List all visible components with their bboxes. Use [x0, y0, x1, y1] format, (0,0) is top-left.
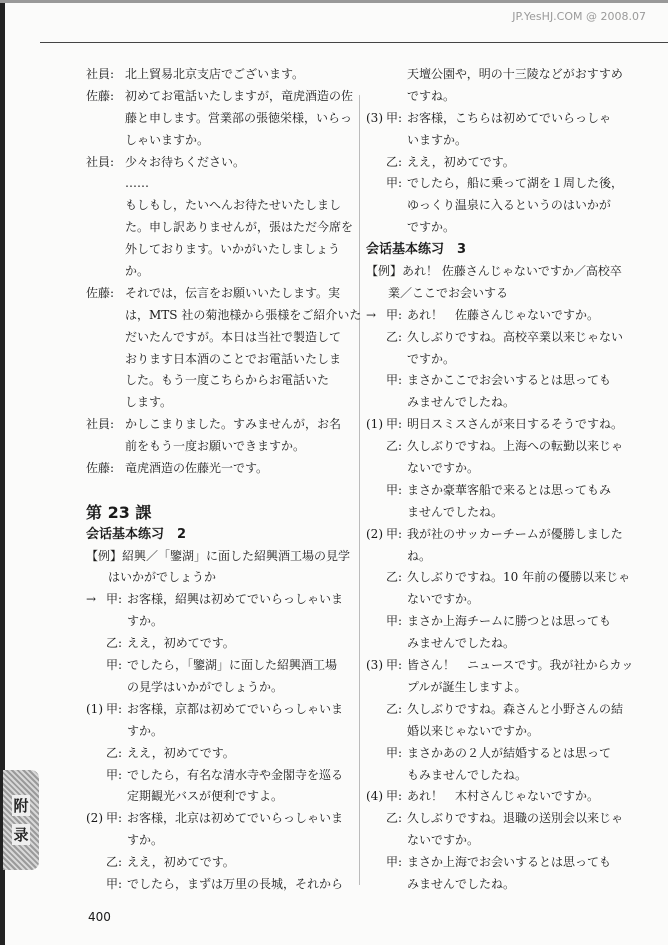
text-line — [86, 743, 356, 765]
line-text: は，MTS 社の菊池様から張様をご紹介いた — [125, 307, 362, 322]
text-line — [86, 502, 356, 524]
speaker-label: 甲: — [386, 110, 403, 125]
line-text: 前をもう一度お願いできますか。 — [125, 439, 306, 454]
line-text: ませんでしたね。 — [407, 504, 504, 519]
item-marker — [366, 567, 386, 589]
line-text: すか。 — [127, 614, 164, 629]
item-marker: (4) — [366, 789, 383, 804]
line-text: 久しぶりですね。高校卒業以来じゃない — [407, 329, 624, 344]
line-text: ゆっくり温泉に入るというのはいかが — [407, 198, 611, 213]
text-line — [366, 589, 662, 611]
text-line — [366, 108, 662, 130]
line-text: まさか上海でお会いするとは思っても — [407, 855, 612, 870]
text-line — [366, 152, 662, 174]
header-rule — [40, 42, 668, 43]
blank-line — [86, 480, 356, 502]
line-text: ええ，初めてです。 — [127, 636, 235, 651]
speaker-label: 甲: — [106, 767, 123, 782]
line-text: あれ！ 木村さんじゃないですか。 — [407, 789, 600, 804]
line-text: すか。 — [127, 723, 164, 738]
text-line — [366, 414, 662, 436]
text-line — [86, 852, 356, 874]
item-marker — [366, 808, 386, 830]
line-text: 久しぶりですね。上海への転勤以来じゃ — [407, 439, 624, 454]
item-marker — [86, 765, 106, 787]
speaker-label: 甲: — [386, 526, 403, 541]
line-text: あれ！ 佐藤さんじゃないですか。 — [407, 307, 600, 322]
item-marker: (3) — [366, 110, 383, 125]
lesson-title: 第 23 課 — [86, 502, 152, 522]
text-line — [366, 633, 662, 655]
text-line — [86, 217, 356, 239]
speaker-label: 甲: — [386, 789, 403, 804]
side-tab-char: 录 — [13, 826, 29, 844]
text-line — [86, 392, 356, 414]
line-text: まさかあの２人が結婚するとは思って — [407, 745, 612, 760]
text-line — [366, 239, 662, 261]
text-line — [86, 108, 356, 130]
text-line — [86, 327, 356, 349]
speaker-label: 佐藤: — [86, 88, 115, 103]
text-line — [86, 677, 356, 699]
line-text: かしこまりました。すみませんが，お名 — [125, 417, 342, 432]
text-line — [86, 173, 356, 195]
line-text: 定期観光バスが便利ですよ。 — [127, 789, 284, 804]
line-text: 竜虎酒造の佐藤光一です。 — [125, 461, 269, 476]
text-line — [86, 808, 356, 830]
line-text: あれ！ 佐藤さんじゃないですか／高校卒 — [402, 264, 622, 279]
speaker-label: 甲: — [106, 811, 123, 826]
line-text: ないですか。 — [407, 461, 480, 476]
speaker-label: 甲: — [386, 417, 403, 432]
line-text: 業／ここでお会いする — [388, 285, 509, 300]
text-line — [366, 64, 662, 86]
line-text: の見学はいかがでしょうか。 — [127, 679, 284, 694]
page-number: 400 — [88, 910, 111, 924]
text-line — [366, 370, 662, 392]
item-marker — [366, 480, 386, 502]
side-tab-char: 附 — [13, 797, 29, 815]
line-text: ないですか。 — [407, 592, 480, 607]
section-heading: 会话基本练习 3 — [366, 242, 467, 258]
item-marker — [366, 370, 386, 392]
item-marker — [86, 633, 106, 655]
line-text: 外しております。いかがいたしましょう — [125, 242, 341, 257]
text-line — [86, 195, 356, 217]
line-text: ですね。 — [407, 88, 456, 103]
line-text: まさかここでお会いするとは思っても — [407, 373, 612, 388]
item-marker — [366, 327, 386, 349]
item-marker — [366, 743, 386, 765]
text-line — [86, 458, 356, 480]
line-text: でしたら，有名な清水寺や金閣寺を巡る — [127, 767, 344, 782]
text-line — [86, 86, 356, 108]
text-line — [366, 524, 662, 546]
item-marker: (2) — [366, 526, 383, 541]
appendix-side-tab — [3, 770, 39, 870]
line-text: お客様，北京は初めてでいらっしゃいま — [127, 811, 344, 826]
item-marker: (1) — [366, 417, 383, 432]
line-text: 我が社のサッカーチームが優勝しました — [407, 526, 623, 541]
text-line — [86, 589, 356, 611]
speaker-label: 乙: — [386, 701, 403, 716]
line-text: 初めてお電話いたしますが，竜虎酒造の佐 — [125, 88, 354, 103]
line-text: まさか豪華客船で来るとは思ってもみ — [407, 482, 612, 497]
text-line — [366, 611, 662, 633]
line-text: プルが誕生しますよ。 — [407, 679, 527, 694]
line-text: まさか上海チームに勝つとは思っても — [407, 614, 612, 629]
text-line — [366, 173, 662, 195]
text-line — [86, 305, 362, 327]
line-text: いますか。 — [407, 132, 468, 147]
line-text: ですか。 — [407, 220, 456, 235]
text-line — [366, 349, 662, 371]
text-line — [366, 546, 662, 568]
text-line — [366, 765, 662, 787]
line-text: でしたら，船に乗って湖を１周した後， — [407, 176, 624, 191]
item-marker — [366, 611, 386, 633]
text-line — [86, 721, 356, 743]
line-text: 明日スミスさんが来日するそうですね。 — [407, 417, 624, 432]
speaker-label: 甲: — [386, 176, 403, 191]
line-text: ね。 — [407, 548, 432, 563]
line-text: みませんでしたね。 — [407, 636, 516, 651]
speaker-label: 乙: — [106, 745, 123, 760]
line-text: …… — [125, 176, 149, 191]
line-text: 久しぶりですね。森さんと小野さんの結 — [407, 701, 624, 716]
line-text: だいたんですが。本日は当社で製造して — [125, 329, 342, 344]
line-text: 藤と申します。営業部の張徳栄様，いらっ — [125, 110, 353, 125]
line-text: 久しぶりですね。退職の送別会以来じゃ — [407, 811, 624, 826]
text-line — [86, 524, 356, 546]
text-line — [366, 699, 662, 721]
text-line — [366, 721, 662, 743]
line-text: もみませんでしたね。 — [407, 767, 528, 782]
section-heading: 会话基本练习 2 — [86, 526, 187, 542]
text-line — [86, 830, 356, 852]
item-marker — [86, 655, 106, 677]
text-line — [366, 786, 662, 808]
speaker-label: 社員: — [86, 67, 115, 81]
text-line — [366, 677, 662, 699]
text-line — [366, 808, 662, 830]
text-line — [366, 458, 662, 480]
speaker-label: 甲: — [106, 592, 123, 607]
text-line — [86, 152, 356, 174]
line-text: もしもし，たいへんお待たせいたしまし — [125, 198, 342, 213]
text-line — [86, 611, 356, 633]
line-text: ええ，初めてです。 — [407, 154, 515, 169]
item-marker: (3) — [366, 658, 383, 673]
text-line — [366, 217, 662, 239]
line-text: おります日本酒のことでお電話いたしま — [125, 351, 342, 366]
line-text: 婚以来じゃないですか。 — [407, 723, 540, 738]
line-text: みませんでしたね。 — [407, 876, 516, 891]
right-column — [366, 64, 662, 896]
speaker-label: 乙: — [386, 811, 403, 826]
line-text: お客様，紹興は初めてでいらっしゃいま — [127, 592, 344, 607]
line-text: お客様，京都は初めてでいらっしゃいま — [127, 701, 344, 716]
text-line — [366, 655, 662, 677]
speaker-label: 甲: — [106, 658, 123, 673]
speaker-label: 乙: — [106, 636, 123, 651]
speaker-label: 乙: — [106, 855, 123, 870]
line-text: お客様，こちらは初めてでいらっしゃ — [407, 110, 612, 125]
column-divider — [359, 95, 360, 885]
text-line — [366, 261, 662, 283]
text-line — [86, 130, 356, 152]
line-text: しゃいますか。 — [125, 132, 210, 147]
speaker-label: 乙: — [386, 439, 403, 454]
speaker-label: 乙: — [386, 154, 403, 169]
text-line — [86, 765, 356, 787]
speaker-label: 甲: — [386, 658, 403, 673]
text-line — [86, 283, 356, 305]
item-marker — [86, 743, 106, 765]
text-line — [86, 436, 356, 458]
item-marker — [86, 852, 106, 874]
speaker-label: 甲: — [386, 614, 403, 629]
speaker-label: 社員: — [86, 417, 115, 432]
item-marker — [366, 152, 386, 174]
text-line — [86, 239, 356, 261]
item-marker — [366, 699, 386, 721]
item-marker: (1) — [86, 701, 103, 716]
line-text: 久しぶりですね。10 年前の優勝以来じゃ — [407, 570, 631, 585]
line-text: します。 — [125, 395, 173, 410]
text-line — [366, 480, 662, 502]
text-line — [366, 327, 662, 349]
text-line — [366, 392, 662, 414]
line-text: 皆さん！ ニュースです。我が社からカッ — [407, 658, 634, 673]
text-line — [366, 567, 662, 589]
line-text: みませんでしたね。 — [407, 395, 516, 410]
speaker-label: 甲: — [386, 745, 403, 760]
line-text: ええ，初めてです。 — [127, 745, 235, 760]
text-line — [86, 261, 356, 283]
line-text: 少々お待ちください。 — [125, 154, 246, 169]
text-line — [86, 874, 356, 896]
text-line — [86, 655, 356, 677]
line-text: すか。 — [127, 833, 164, 848]
text-line — [86, 349, 356, 371]
line-text: 天壇公園や，明の十三陵などがおすすめ — [407, 67, 623, 81]
item-marker: → — [366, 307, 377, 322]
example-marker: 【例】 — [86, 548, 123, 563]
text-line — [86, 64, 356, 86]
item-marker: (2) — [86, 811, 103, 826]
text-line — [86, 414, 356, 436]
text-line — [366, 436, 662, 458]
text-line — [366, 743, 662, 765]
speaker-label: 佐藤: — [86, 285, 115, 300]
line-text: ですか。 — [407, 351, 456, 366]
text-line — [366, 874, 662, 896]
text-line — [366, 130, 662, 152]
speaker-label: 乙: — [386, 570, 403, 585]
line-text: か。 — [125, 264, 150, 279]
item-marker — [366, 436, 386, 458]
left-column — [86, 64, 362, 896]
line-text: でしたら，まずは万里の長城，それから — [127, 876, 344, 891]
line-text: ええ，初めてです。 — [127, 855, 235, 870]
item-marker: → — [86, 592, 97, 607]
text-line — [86, 370, 356, 392]
text-line — [86, 567, 356, 589]
text-line — [366, 305, 662, 327]
text-line — [366, 852, 662, 874]
line-text: 北上貿易北京支店でございます。 — [125, 67, 305, 81]
speaker-label: 佐藤: — [86, 461, 115, 476]
item-marker — [366, 173, 386, 195]
text-line — [366, 86, 662, 108]
line-text: 紹興／「鑒湖」に面した紹興酒工場の見学 — [122, 548, 351, 563]
speaker-label: 甲: — [386, 482, 403, 497]
text-line — [86, 546, 356, 568]
speaker-label: 甲: — [386, 307, 403, 322]
text-line — [366, 195, 662, 217]
text-line — [86, 699, 356, 721]
speaker-label: 甲: — [386, 855, 403, 870]
text-line — [366, 502, 662, 524]
item-marker — [86, 874, 106, 896]
example-marker: 【例】 — [366, 264, 403, 279]
speaker-label: 社員: — [86, 154, 115, 169]
speaker-label: 甲: — [106, 701, 123, 716]
line-text: した。もう一度こちらからお電話いた — [125, 373, 330, 388]
line-text: ないですか。 — [407, 833, 480, 848]
line-text: た。申し訳ありませんが，張はただ今席を — [125, 220, 354, 235]
text-line — [86, 633, 356, 655]
speaker-label: 甲: — [106, 876, 123, 891]
speaker-label: 甲: — [386, 373, 403, 388]
watermark: JP.YesHJ.COM @ 2008.07 — [512, 10, 646, 23]
line-text: それでは，伝言をお願いいたします。実 — [125, 285, 341, 300]
speaker-label: 乙: — [386, 329, 403, 344]
line-text: はいかがでしょうか — [108, 570, 217, 585]
text-line — [366, 283, 662, 305]
text-line — [86, 786, 356, 808]
item-marker — [366, 852, 386, 874]
text-line — [366, 830, 662, 852]
scan-top-shadow — [0, 0, 668, 3]
line-text: でしたら，「鑒湖」に面した紹興酒工場 — [127, 658, 338, 673]
